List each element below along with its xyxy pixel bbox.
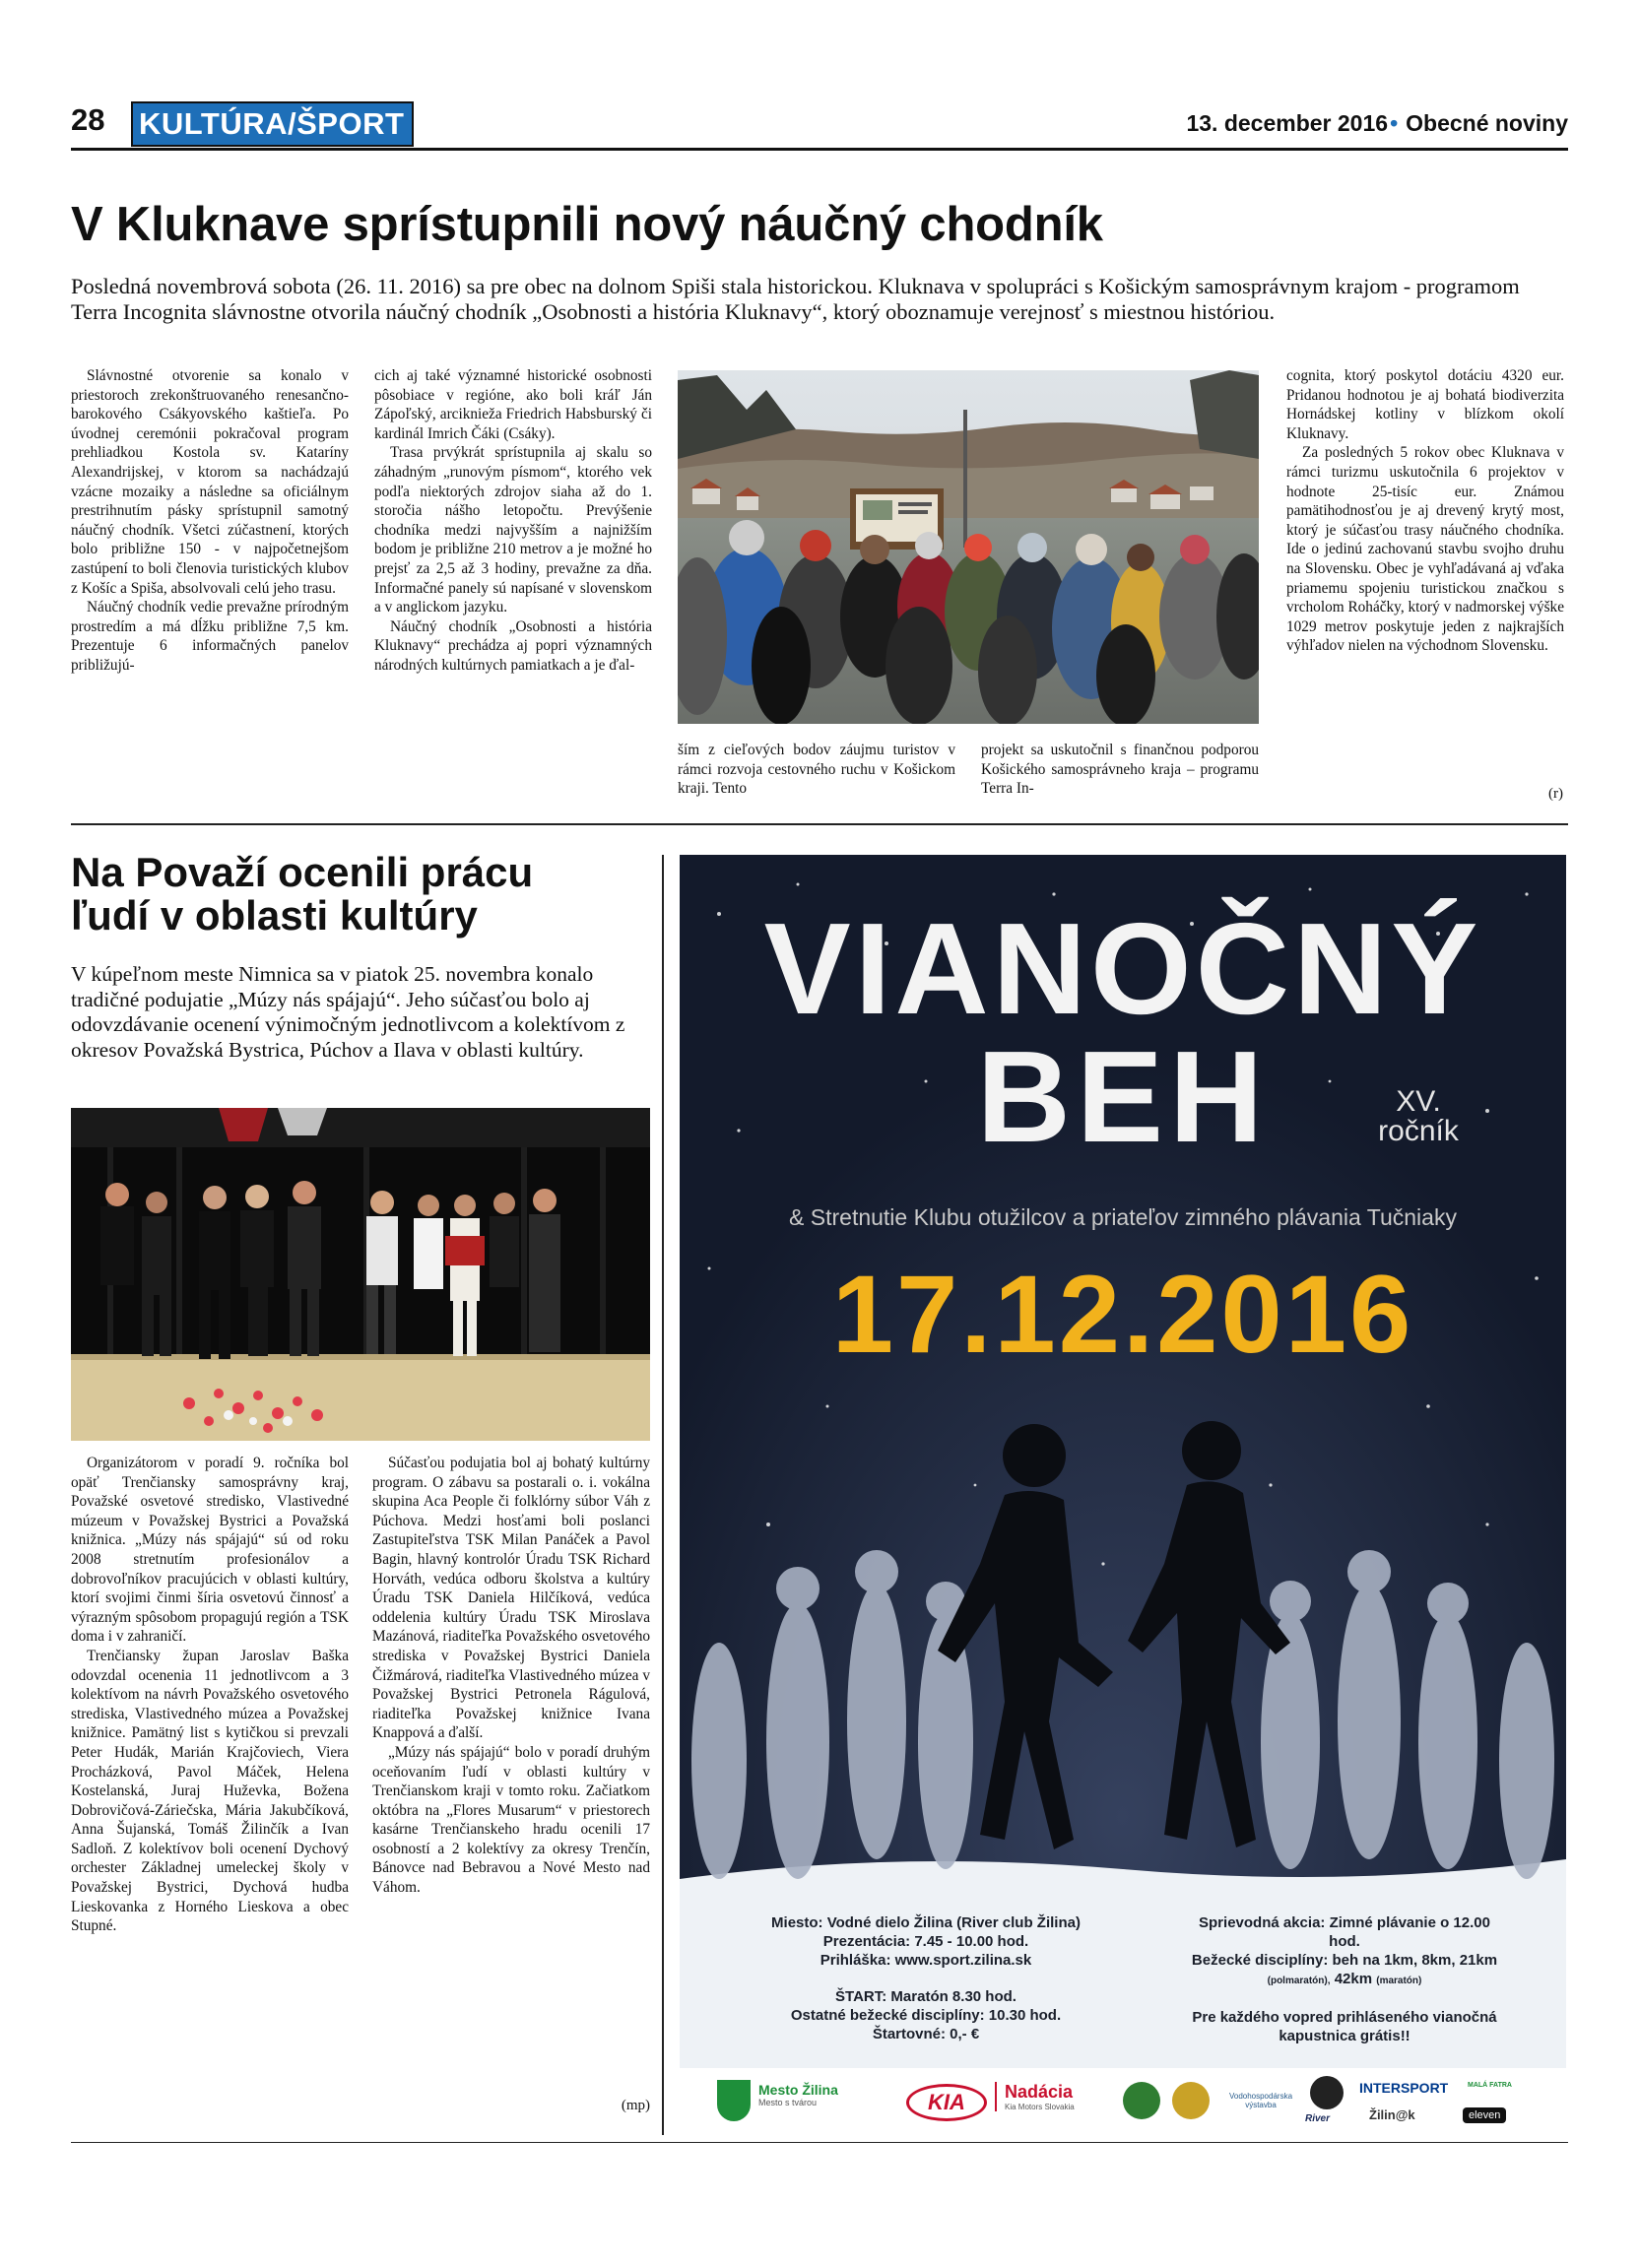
sponsor-eleven: eleven <box>1463 2107 1506 2123</box>
sponsor-malafatra: MALÁ FATRA <box>1468 2082 1512 2089</box>
poster-title-beh: BEH <box>976 1024 1270 1169</box>
poster-halfmarathon: (polmaratón), <box>1267 1976 1331 1986</box>
sponsor-city-sub: Mesto s tvárou <box>758 2098 818 2107</box>
christmas-run-poster <box>680 855 1566 2137</box>
award-ceremony-photo <box>71 1108 650 1441</box>
article1-col5 <box>1286 366 1564 656</box>
hikers-photo <box>678 370 1259 724</box>
sponsor-badge-3-icon <box>1310 2076 1344 2109</box>
article1-col4-p1: projekt sa uskutočnil s finančnou podporou Košického samosprávneho kraja – programu Terra In- <box>981 742 1259 798</box>
poster-place: Miesto: Vodné dielo Žilina (River club Žilina) <box>771 1914 1081 1931</box>
sponsor-vodohosp: Vodohospodárska výstavba <box>1228 2092 1293 2109</box>
poster-disciplines-2 <box>1143 1970 1546 1990</box>
column-divider <box>662 855 664 2135</box>
article1-col1-p2: Náučný chodník vedie prevažne prírodným prostredím a má dĺžku približne 7,5 km. Prezentuje 6 informačných panelov približujú- <box>71 599 349 674</box>
article1-col3 <box>678 741 955 799</box>
sponsor-badge-2-icon <box>1172 2082 1210 2119</box>
poster-marathon: (maratón) <box>1376 1976 1422 1986</box>
article1-col2-p3: Náučný chodník „Osobnosti a história Kluknavy“ prechádza aj popri významných národných kultúrnych pamiatkach a je ďal- <box>374 617 652 674</box>
zilina-crest-icon <box>717 2080 751 2121</box>
article1-col5-p1: cognita, ktorý poskytol dotáciu 4320 eur. Pridanou hodnotou je aj bohatá biodiverzita Hornádskej kotliny v blízkom okolí Kluknavy. <box>1286 367 1564 442</box>
poster-edition <box>1359 1087 1477 1146</box>
poster-info-left <box>719 1913 1133 2043</box>
sponsor-city-name: Mesto Žilina <box>758 2082 838 2098</box>
article1-col1-p1: Slávnostné otvorenie sa konalo v priestoroch zrekonštruovaného renesančno-barokového Csákyovského kaštieľa. Po úvodnej ceremónii pokračoval program prehliadkou Kostola sv. Kataríny Alexandrijskej, v ktorom sa nachádzajú vzácne mozaiky a následne sa oficiálnym prestrihnutím pásky sprístupnil samotný náučný chodník. Všetci zúčastnení, ktorých bolo približne 150 - v najpočetnejšom zastúpení to boli členovia turistických klubov z Košíc a Spiša, absolvovali celú jeho trasu. <box>71 367 349 597</box>
article2-col1 <box>71 1454 349 1936</box>
article2-col2-p1: Súčasťou podujatia bol aj bohatý kultúrny program. O zábavu sa postarali o. i. vokálna skupina Aca People či folklórny súbor Váh z Púchova. Medzi hosťami boli poslanci Zastupiteľstva TSK Milan Panáček a Pavol Bagin, hlavný kontrolór Úradu TSK Richard Horváth, vedúca odboru školstva a kultúry Úradu TSK Daniela Hilčíková, vedúca oddelenia kultúry Úradu TSK Miroslava Mazánová, riaditeľka Považského osvetového strediska v Považskej Bystrici Daniela Čižmárová, riaditeľka Vlastivedného múzea v Považskej Bystrici Petronela Rágulová, riaditeľka Považskej knižnice Ivana Knappová a ďalší. <box>372 1455 650 1742</box>
poster-edition-word: ročník <box>1378 1115 1459 1147</box>
article1-col5-p2: Za posledných 5 rokov obec Kluknava v rámci turizmu uskutočnila 6 projektov v hodnote 25-tisíc eur. Známou pamätihodnosťou je aj drevený krytý most, ktorý je súčasťou trasy náučného chodníka. Ide o jedinú zachovanú stavbu svojho druhu na Slovensku. Obec je vyhľadávaná aj vďaka priamemu spojeniu turistickou značkou s vrcholom Roháčky, ktorý v nadmorskej výške 1029 metrov poskytuje jeden z najkrajších výhľadov nielen na východnom Slovensku. <box>1286 444 1564 655</box>
poster-sponsor-strip <box>680 2068 1566 2137</box>
article2-col1-p1: Organizátorom v poradí 9. ročníka bol opäť Trenčiansky samosprávny kraj, Považské osvetové stredisko, Vlastivedné múzeum v Považskej Bystrici a Považská knižnica. „Múzy nás spájajú“ sú od roku 2008 stretnutím profesionálov a dobrovoľníkov pracujúcich v oblasti kultúry, ktorí svojimi činmi šíria osvetovú činnosť a výrazným spôsobom propagujú región a TSK doma i v zahraničí. <box>71 1455 349 1646</box>
article2-lead: V kúpeľnom meste Nimnica sa v piatok 25. novembra konalo tradičné podujatie „Múzy nás spájajú“. Jeho súčasťou bolo aj odovzdávanie ocenení výnimočným jednotlivcom a kolektívom z okresov Považská Bystrica, Púchov a Ilava v oblasti kultúry. <box>71 962 625 1062</box>
article2-signature: (mp) <box>621 2098 650 2113</box>
sponsor-nadacia-sub: Kia Motors Slovakia <box>1005 2103 1075 2111</box>
sponsor-nadacia <box>995 2082 1075 2111</box>
article1-signature: (r) <box>1548 786 1563 802</box>
poster-registration: Prihláška: www.sport.zilina.sk <box>820 1952 1032 1969</box>
article1-col2-p2: Trasa prvýkrát sprístupnila aj skalu so záhadným „runovým písmom“, ktorého vek podľa niektorých zdrojov siaha až do 1. storočia nášho letopočtu. Prevýšenie chodníka medzi najvyšším a najnižším bodom je približne 210 metrov a je možné ho prejsť za 2,5 až 3 hodiny, prevažne za dňa. Informačné panely sú napísané v slovenskom a v anglickom jazyku. <box>374 444 652 616</box>
article1-col3-p1: ším z cieľových bodov záujmu turistov v rámci rozvoja cestovného ruchu v Košickom kraji. Tento <box>678 742 955 798</box>
article1-col4 <box>981 741 1259 799</box>
article1-col2 <box>374 366 652 676</box>
article2-title-line2: ľudí v oblasti kultúry <box>71 892 478 939</box>
sponsor-badge-1-icon <box>1123 2082 1160 2119</box>
poster-start-2: Ostatné bežecké disciplíny: 10.30 hod. <box>790 2007 1062 2024</box>
header-rule <box>71 148 1568 151</box>
poster-fee: Štartovné: 0,- € <box>872 2026 980 2042</box>
poster-42km: 42km <box>1334 1971 1373 1987</box>
article-divider <box>71 823 1568 825</box>
sponsor-river: River <box>1305 2113 1331 2124</box>
poster-gift-1: Pre každého vopred prihláseného vianočná <box>1192 2009 1497 2026</box>
article2-col1-p2: Trenčiansky župan Jaroslav Baška odovzdal ocenenia 11 jednotlivcom a 3 kolektívom na návrh Považského osvetového strediska, Vlastivedného múzea a Považskej knižnice. Pamätný list s kytičkou si prevzali Peter Hudák, Marián Krajčoviech, Viera Procházková, Pavol Máček, Helena Kostelanská, Juraj Huževka, Božena Dobrovičová-Záriečska, Mária Jakubčíková, Anna Šujanská, Tomáš Žilinčík a Ivan Sadloň. Z kolektívov boli ocenení Dychový orchester Základnej umeleckej školy v Považskej Bystrici, Dychová hudba Lieskovanka z Horného Lieskova a obec Stupné. <box>71 1647 349 1935</box>
issue-date-line <box>1186 110 1568 137</box>
article2-title-line1: Na Považí ocenili prácu <box>71 849 534 895</box>
header-bullet: • <box>1390 110 1399 136</box>
poster-side-action-1: Sprievodná akcia: Zimné plávanie o 12.00 <box>1199 1914 1490 1931</box>
sponsor-nadacia-name: Nadácia <box>1005 2082 1074 2102</box>
sponsor-mesto-zilina <box>758 2082 838 2107</box>
article1-lead: Posledná novembrová sobota (26. 11. 2016) sa pre obec na dolnom Spiši stala historickou. Kluknava v spolupráci s Košickým samosprávnym krajom - programom Terra Incognita slávnostne otvorila náučný chodník „Osobnosti a história Kluknavy“, ktorý oboznamuje verejnosť s miestnou históriou. <box>71 274 1520 324</box>
poster-start-1: ŠTART: Maratón 8.30 hod. <box>835 1988 1017 2005</box>
poster-title-vianocny: VIANOČNÝ <box>763 896 1482 1041</box>
sponsor-zilinak: Žilin@k <box>1369 2107 1415 2122</box>
article1-title: V Kluknave sprístupnili nový náučný chodník <box>71 198 1103 251</box>
sponsor-kia: KIA <box>906 2084 987 2121</box>
section-label: KULTÚRA/ŠPORT <box>131 101 414 147</box>
article2-title <box>71 851 533 938</box>
poster-edition-number: XV. <box>1396 1085 1441 1118</box>
poster-side-action-2: hod. <box>1329 1933 1360 1950</box>
poster-gift-2: kapustnica grátis!! <box>1279 2028 1410 2044</box>
article1-col1 <box>71 366 349 676</box>
page-number: 28 <box>71 102 105 137</box>
poster-presentation: Prezentácia: 7.45 - 10.00 hod. <box>822 1933 1029 1950</box>
poster-disciplines-1: Bežecké disciplíny: beh na 1km, 8km, 21km <box>1191 1952 1498 1969</box>
article2-col2-p2: „Múzy nás spájajú“ bolo v poradí druhým oceňovaním ľudí v oblasti kultúry v Trenčianskom kraji v tomto roku. Začiatkom októbra na „Flores Musarum“ v priestorech kasárne Trenčianskeho hradu ocenili 17 osobností a 2 kolektívy za okresy Trenčín, Bánovce nad Bebravou a Nové Mesto nad Váhom. <box>372 1743 650 1897</box>
issue-date: 13. december 2016 <box>1186 110 1389 136</box>
poster-info-right <box>1143 1913 1546 2045</box>
sponsor-intersport: INTERSPORT <box>1359 2080 1449 2096</box>
poster-subtitle: & Stretnutie Klubu otužilcov a priateľov zimného plávania Tučniaky <box>789 1204 1457 1230</box>
paper-name: Obecné noviny <box>1406 110 1568 136</box>
footer-rule <box>71 2142 1568 2143</box>
article1-col2-p1: cich aj také významné historické osobnosti pôsobiace v regióne, ako boli kráľ Ján Zápoľský, arcikniežа Friedrich Habsburský či kardinál Imrich Čáki (Csáky). <box>374 367 652 442</box>
article2-col2 <box>372 1454 650 1898</box>
poster-date: 17.12.2016 <box>831 1253 1414 1376</box>
